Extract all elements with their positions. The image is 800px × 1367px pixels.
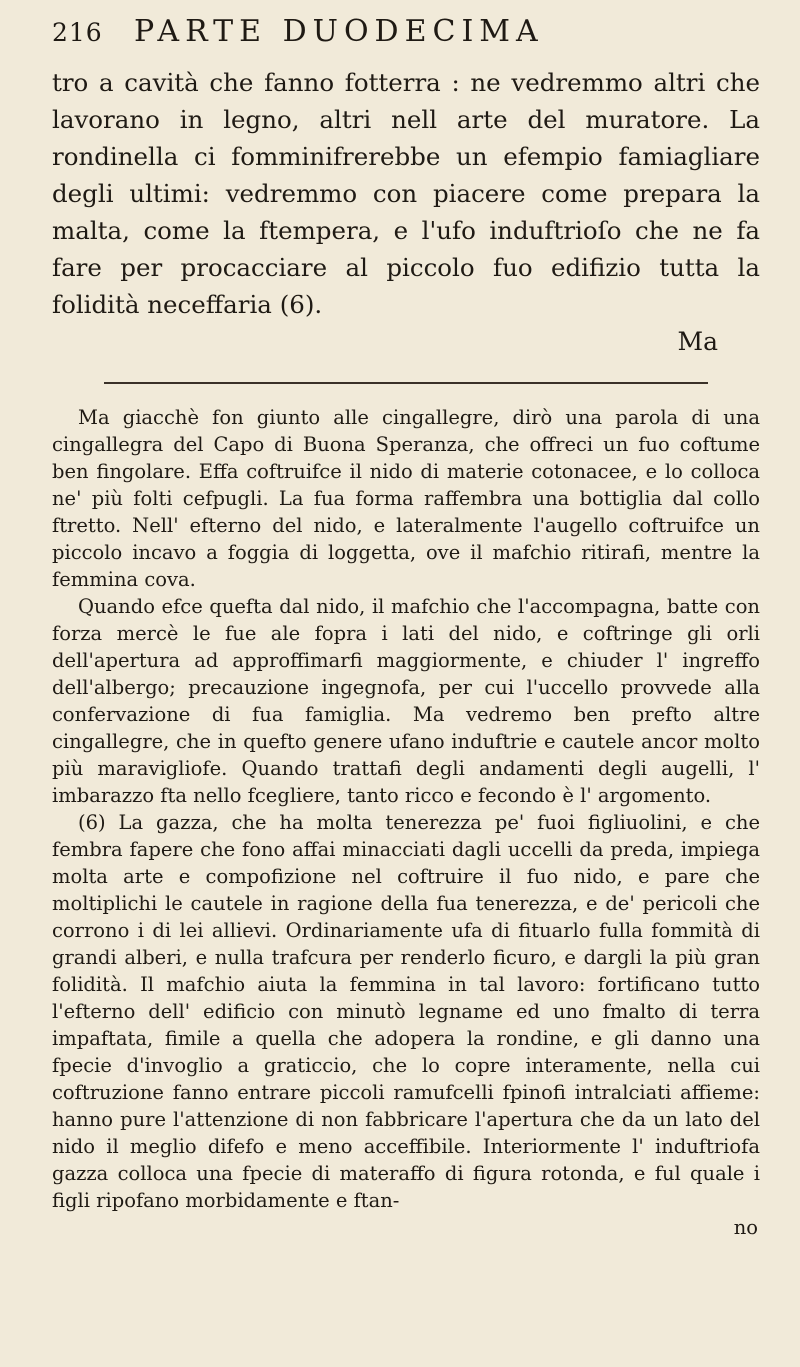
catchword: Ma [677,327,718,356]
final-catchword: no [733,1216,758,1239]
footnote-rule [104,382,708,384]
footnote-paragraph: Quando efce quefta dal nido, il mafchio che l'accompagna, batte con forza mercè le fue ale fopra i lati del nido, e coftringe gli orli dell'apertura ad approffimarfi maggiormente, e chiuder l' ingreffo dell'albergo; precauzione ingegnofa, per cui l'uccello provvede alla confervazione di fua famiglia. Ma vedremo ben prefto altre cingallegre, che in quefto genere ufano induftrie e cautele ancor molto più maravigliofe. Quando trattafi degli andamenti degli augelli, l' imbarazzo fta nello fcegliere, tanto ricco e fecondo è l' argomento. [52,595,760,807]
page-header [52,14,760,64]
footnote-paragraph: (6) La gazza, che ha molta tenerezza pe' fuoi figliuolini, e che fembra fapere che fono affai minacciati dagli uccelli da preda, impiega molta arte e compofizione nel coftruire il fuo nido, e pare che moltiplichi le cautele in ragione della fua tenerezza, e de' pericoli che corrono i di lei allievi. Ordinariamente ufa di fituarlo fulla fommità di grandi alberi, e nulla trafcura per renderlo ficuro, e dargli la più gran folidità. Il mafchio aiuta la femmina in tal lavoro: fortificano tutto l'efterno dell' edificio con minutò legname ed uno fmalto di terra impaftata, fimile a quella che adopera la rondine, e gli danno una fpecie d'invoglio a graticcio, che lo copre interamente, nella cui coftruzione fanno entrare piccoli ramufcelli fpinofi intralciati affieme: hanno pure l'attenzione di non fabbricare l'apertura che da un lato del nido il meglio difefo e meno acceffibile. Interiormente l' induftriofa gazza colloca una fpecie di materaffo di figura rotonda, e ful quale i figli ripofano morbidamente e ftan- [52,811,760,1212]
running-title: PARTE DUODECIMA [134,14,544,49]
footnote-paragraph: Ma giacchè fon giunto alle cingallegre, dirò una parola di una cingallegra del Capo di Buona Speranza, che offreci un fuo coftume ben fingolare. Effa coftruifce il nido di materie cotonacee, e lo colloca ne' più folti cefpugli. La fua forma raffembra una bottiglia dal collo ftretto. Nell' efterno del nido, e lateralmente l'augello coftruifce un piccolo incavo a foggia di loggetta, ove il mafchio ritirafi, mentre la femmina cova. [52,406,760,591]
page-number: 216 [52,18,103,47]
main-text: tro a cavità che fanno fotterra : ne vedremmo altri che lavorano in legno, altri nell arte del muratore. La rondinella ci fomminifrerebbe un efempio famiagliare degli ultimi: vedremmo con piacere come prepara la malta, come la ftempera, e l'ufo induftrioſo che ne fa fare per procacciare al piccolo fuo edifizio tutta la folidità neceffaria (6). [52,68,760,319]
